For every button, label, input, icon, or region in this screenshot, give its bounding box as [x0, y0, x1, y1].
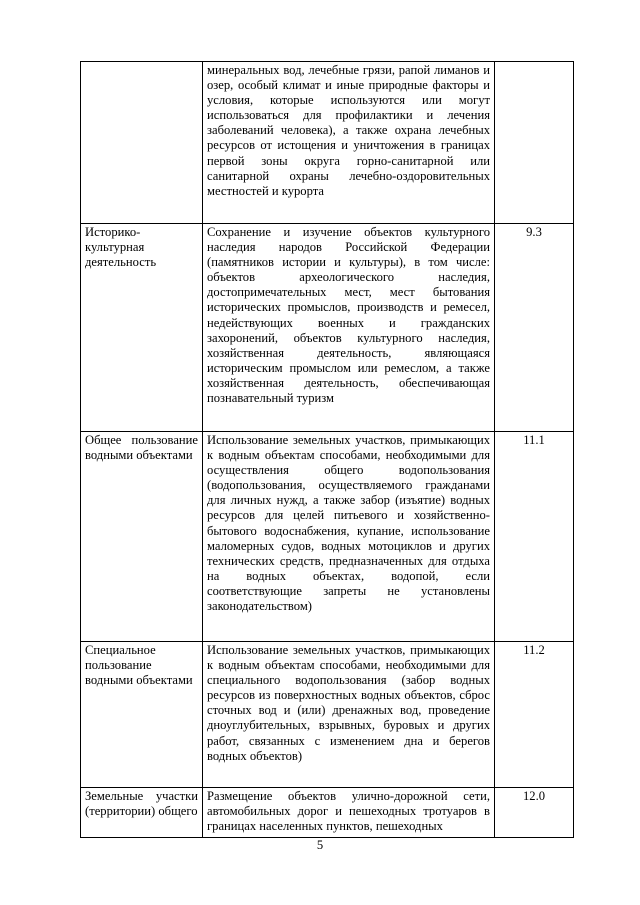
use-type-code: 9.3 — [495, 224, 574, 432]
use-type-description: Использование земельных участков, примыкающих к водным объектам способами, необходимыми для специального водопользования (забор водных ресурсов из поверхностных водных объектов, сброс сточных вод и (или) дренажных вод, проведение дноуглубительных, взрывных, буровых и других работ, связанных с изменением дна и берегов водных объектов) — [203, 642, 495, 788]
table-row — [81, 62, 574, 224]
use-type-code: 11.1 — [495, 432, 574, 642]
use-type-code — [495, 62, 574, 224]
use-type-name — [81, 62, 203, 224]
use-type-description: Использование земельных участков, примыкающих к водным объектам способами, необходимыми для осуществления общего водопользования (водопользования, осуществляемого гражданами для личных нужд, а также забор (изъятие) водных ресурсов для целей питьевого и хозяйственно-бытового водоснабжения, купание, использование маломерных судов, водных мотоциклов и других технических средств, предназначенных для отдыха на водных объектах, водопой, если соответствующие запреты не установлены законодательством) — [203, 432, 495, 642]
use-type-name: Общее пользование водными объектами — [81, 432, 203, 642]
land-use-table — [80, 61, 574, 838]
table-row — [81, 788, 574, 838]
table-row — [81, 642, 574, 788]
table-row — [81, 432, 574, 642]
table-row — [81, 224, 574, 432]
use-type-description: минеральных вод, лечебные грязи, рапой лиманов и озер, особый климат и иные природные факторы и условия, которые используются или могут использоваться для профилактики и лечения заболеваний человека), а также охрана лечебных ресурсов от истощения и уничтожения в границах первой зоны округа горно-санитарной или санитарной охраны лечебно-оздоровительных местностей и курорта — [203, 62, 495, 224]
use-type-description: Сохранение и изучение объектов культурного наследия народов Российской Федерации (памятников истории и культуры), в том числе: объектов археологического наследия, достопримечательных мест, мест бытования исторических промыслов, производств и ремесел, недействующих военных и гражданских захоронений, объектов культурного наследия, хозяйственная деятельность, являющаяся историческим промыслом или ремеслом, а также хозяйственная деятельность, обеспечивающая познавательный туризм — [203, 224, 495, 432]
use-type-code: 12.0 — [495, 788, 574, 838]
use-type-description: Размещение объектов улично-дорожной сети, автомобильных дорог и пешеходных тротуаров в границах населенных пунктов, пешеходных — [203, 788, 495, 838]
use-type-name: Земельные участки (территории) общего — [81, 788, 203, 838]
page-number: 5 — [316, 838, 324, 852]
use-type-name: Специальное пользование водными объектами — [81, 642, 203, 788]
use-type-code: 11.2 — [495, 642, 574, 788]
use-type-name: Историко-культурная деятельность — [81, 224, 203, 432]
